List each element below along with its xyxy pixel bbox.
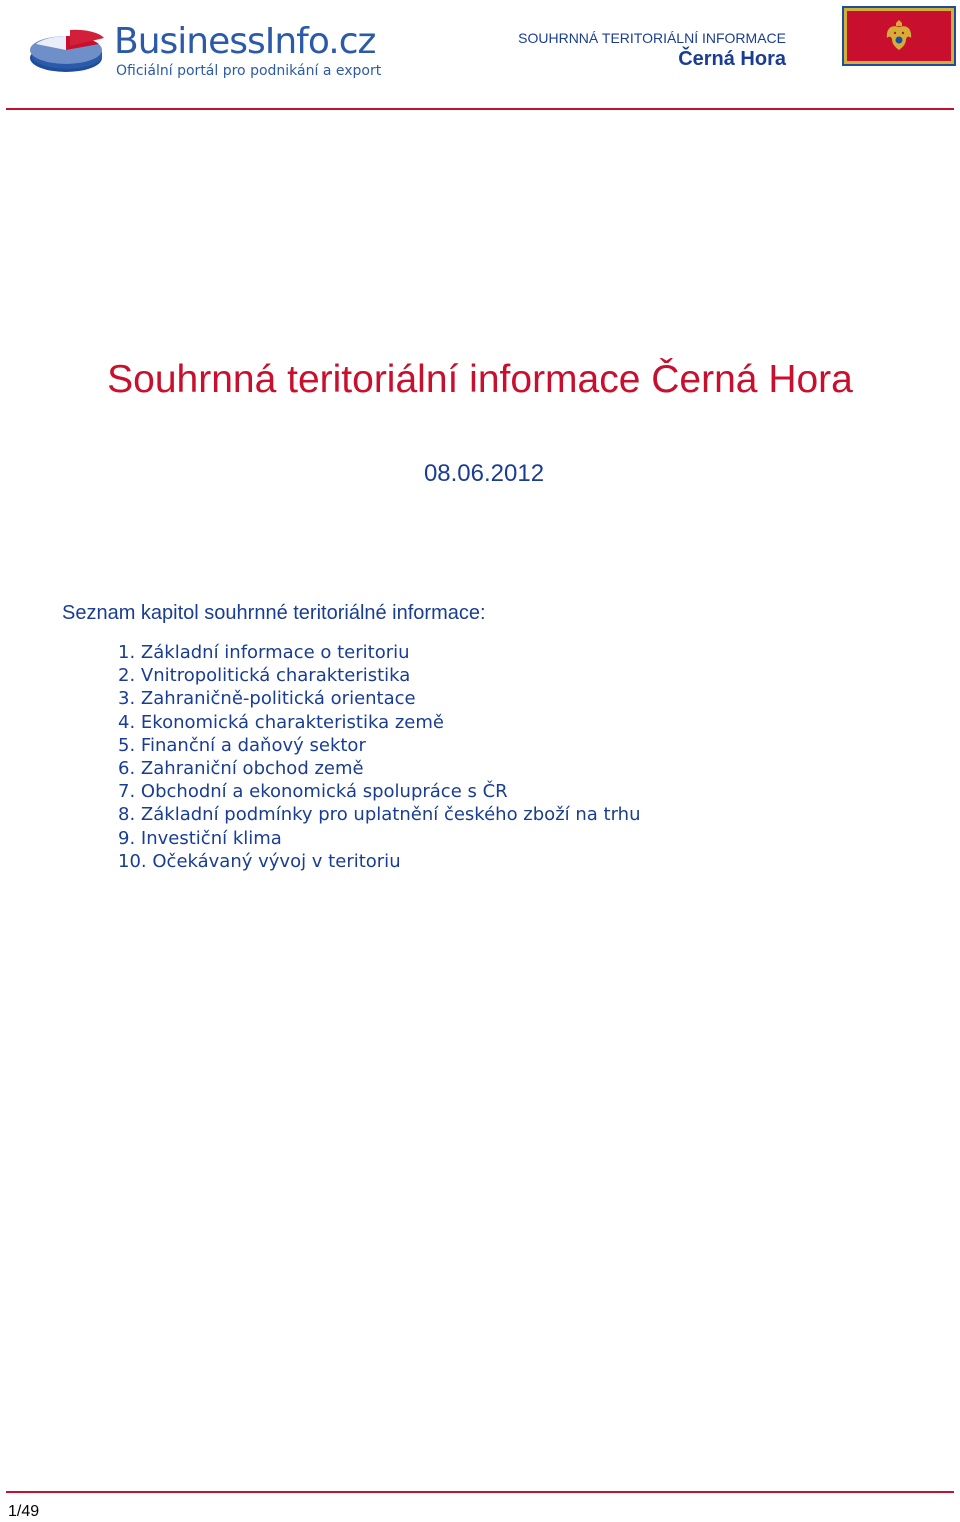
toc-list (118, 641, 640, 873)
toc-item-number: 9. (118, 827, 136, 849)
toc-item-number: 10. (118, 850, 147, 872)
montenegro-flag-icon (842, 6, 956, 66)
document-title: Souhrnná teritoriální informace Černá Hora (107, 358, 853, 401)
toc-item-number: 7. (118, 781, 136, 803)
pie-chart-logo-icon (26, 26, 108, 76)
toc-item-8[interactable] (118, 803, 640, 826)
logo-subtitle: Oficiální portál pro podnikání a export (116, 63, 382, 79)
toc-heading: Seznam kapitol souhrnné teritoriálné informace: (62, 602, 486, 624)
toc-item-7[interactable] (118, 780, 640, 803)
toc-item-label: Očekávaný vývoj v teritoriu (152, 850, 401, 872)
toc-item-label: Zahraniční obchod země (140, 757, 364, 779)
header-kicker: SOUHRNNÁ TERITORIÁLNÍ INFORMACE (518, 30, 786, 46)
toc-item-4[interactable] (118, 711, 640, 734)
header-country: Černá Hora (678, 48, 786, 70)
page-number: 1/49 (8, 1503, 40, 1520)
toc-item-number: 4. (118, 711, 136, 733)
toc-item-label: Ekonomická charakteristika země (140, 711, 444, 733)
toc-item-5[interactable] (118, 734, 640, 757)
toc-item-label: Základní podmínky pro uplatnění českého zboží na trhu (140, 804, 641, 826)
document-date: 08.06.2012 (423, 460, 545, 487)
toc-item-number: 3. (118, 688, 136, 710)
toc-item-label: Investiční klima (140, 827, 282, 849)
logo-title: BusinessInfo.cz (114, 21, 376, 62)
toc-item-1[interactable] (118, 641, 640, 664)
toc-item-3[interactable] (118, 687, 640, 710)
toc-item-number: 2. (118, 665, 136, 687)
toc-item-label: Zahraničně-politická orientace (140, 688, 416, 710)
toc-item-6[interactable] (118, 757, 640, 780)
toc-item-number: 5. (118, 734, 136, 756)
header-divider (6, 108, 954, 110)
toc-item-label: Vnitropolitická charakteristika (140, 665, 411, 687)
toc-item-10[interactable] (118, 850, 640, 873)
toc-item-2[interactable] (118, 664, 640, 687)
page-header (0, 0, 960, 112)
toc-item-9[interactable] (118, 827, 640, 850)
header-country-block (518, 30, 786, 71)
toc-item-number: 8. (118, 804, 136, 826)
businessinfo-logo[interactable] (26, 22, 386, 84)
toc-item-label: Finanční a daňový sektor (140, 734, 366, 756)
toc-item-number: 1. (118, 642, 136, 663)
footer-divider (6, 1491, 954, 1493)
toc-item-label: Obchodní a ekonomická spolupráce s ČR (140, 781, 508, 803)
toc-item-number: 6. (118, 757, 136, 779)
toc-item-label: Základní informace o teritoriu (140, 642, 410, 663)
